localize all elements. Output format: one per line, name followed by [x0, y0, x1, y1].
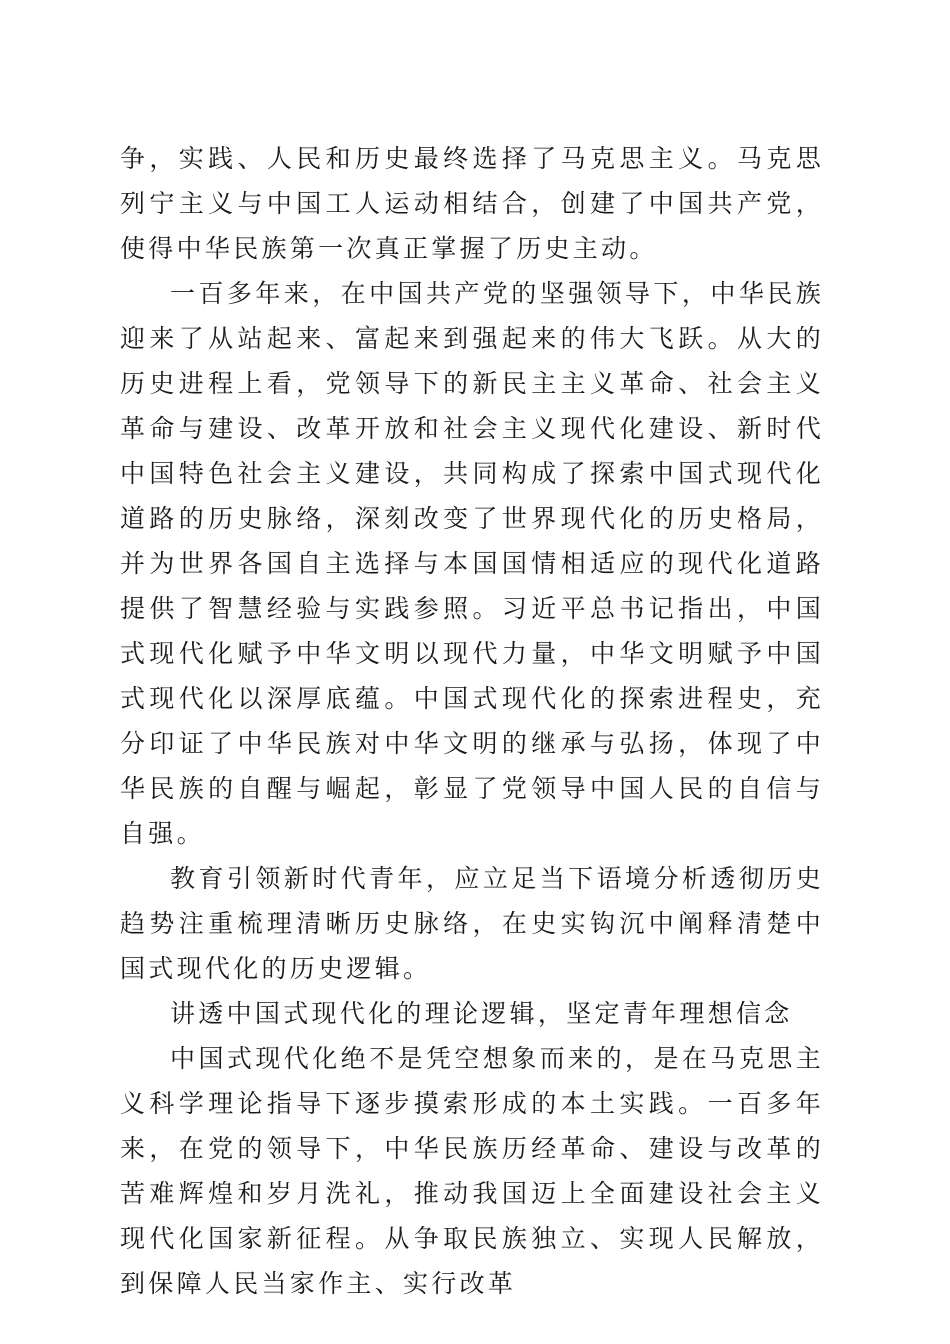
- section-heading-theoretical-logic: 讲透中国式现代化的理论逻辑，坚定青年理想信念: [170, 999, 793, 1028]
- paragraph-theoretical-logic: 中国式现代化绝不是凭空想象而来的，是在马克思主义科学理论指导下逐步摸索形成的本土实践。一百多年来，在党的领导下，中华民族历经革命、建设与改革的苦难辉煌和岁月洗礼，推动我国迈上全面建设社会主义现代化国家新征程。从争取民族独立、实现人民解放，到保障人民当家作主、实行改革: [120, 1044, 824, 1298]
- paragraph-education-guidance: 教育引领新时代青年，应立足当下语境分析透彻历史趋势注重梳理清晰历史脉络，在史实钩沉中阐释清楚中国式现代化的历史逻辑。: [120, 864, 824, 983]
- paragraph-continuation: 争，实践、人民和历史最终选择了马克思主义。马克思列宁主义与中国工人运动相结合，创建了中国共产党，使得中华民族第一次真正掌握了历史主动。: [120, 144, 824, 263]
- document-body: [120, 136, 824, 1306]
- paragraph-historical-leap: 一百多年来，在中国共产党的坚强领导下，中华民族迎来了从站起来、富起来到强起来的伟大飞跃。从大的历史进程上看，党领导下的新民主主义革命、社会主义革命与建设、改革开放和社会主义现代化建设、新时代中国特色社会主义建设，共同构成了探索中国式现代化道路的历史脉络，深刻改变了世界现代化的历史格局，并为世界各国自主选择与本国国情相适应的现代化道路提供了智慧经验与实践参照。习近平总书记指出，中国式现代化赋予中华文明以现代力量，中华文明赋予中国式现代化以深厚底蕴。中国式现代化的探索进程史，充分印证了中华民族对中华文明的继承与弘扬，体现了中华民族的自醒与崛起，彰显了党领导中国人民的自信与自强。: [120, 279, 824, 848]
